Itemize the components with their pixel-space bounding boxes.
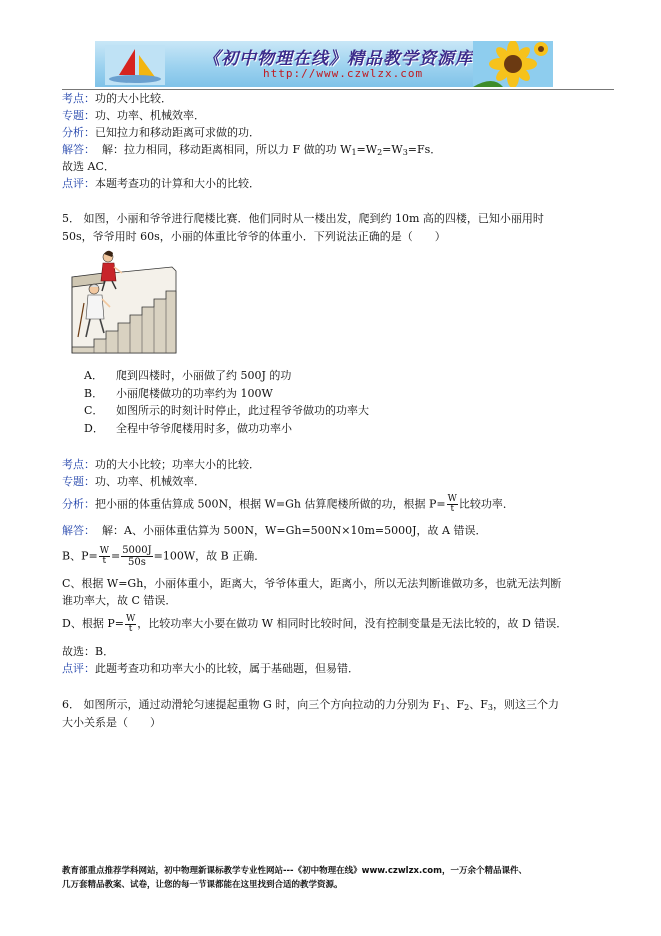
label-jieda: 解答：: [62, 143, 95, 156]
q5-jieda-d-pre: D、根据 P=: [62, 617, 124, 630]
label-dianping: 点评：: [62, 662, 95, 675]
q4-sub1: 1: [351, 148, 357, 157]
q6-stem-line2: 大小关系是（ ）: [62, 716, 161, 729]
fraction-5000j-over-50s: [121, 545, 152, 568]
q5-jieda-c2: 谁功率大，故 C 错误．: [62, 594, 177, 607]
option-text: 如图所示的时刻计时停止，此过程爷爷做功的功率大: [116, 404, 369, 417]
frac-den: t: [450, 504, 455, 514]
q4-eq1: =W: [356, 143, 378, 156]
option-text: 爬到四楼时，小丽做了约 500J 的功: [116, 369, 292, 382]
q5-fenxi-pre: 把小丽的体重估算成 500N，根据 W=Gh 估算爬楼所做的功，根据 P=: [95, 497, 446, 511]
q4-zhuanti-text: 功、功率、机械效率．: [95, 109, 205, 122]
header-banner: [95, 41, 553, 87]
q5-jieda-c1: C、根据 W=Gh，小丽体重小，距离大，爷爷体重大，距离小，所以无法判断谁做功多，也就无法判断: [62, 577, 562, 590]
q4-zhuanti: [62, 109, 205, 123]
label-dianping: 点评：: [62, 177, 95, 190]
q4-end: =Fs．: [407, 143, 442, 156]
option-text: 小丽爬楼做功的功率约为 100W: [116, 387, 273, 400]
frac-num: 5000J: [122, 545, 152, 556]
q4-kaodian: [62, 92, 172, 106]
frac-den: 50s: [127, 557, 146, 568]
fraction-w-over-t: [447, 495, 458, 514]
q4-sub3: 3: [402, 148, 408, 157]
frac-num: W: [99, 546, 109, 556]
q6-sub1: 1: [440, 703, 446, 712]
option-label: C．: [84, 404, 104, 417]
q5-option-d: [84, 422, 292, 436]
label-jieda: 解答：: [62, 524, 95, 537]
q6-sep1: 、F: [445, 698, 465, 711]
q6-sub3: 3: [487, 703, 493, 712]
q5-kaodian: [62, 458, 260, 472]
q6-stem-line1: [62, 698, 559, 715]
page-footer: [62, 864, 622, 892]
q5-jieda-b-pre: B、P=: [62, 549, 98, 563]
q4-dianping: [62, 177, 260, 191]
option-label: A．: [84, 369, 103, 382]
label-fenxi: 分析：: [62, 126, 95, 139]
q5-stem-line1: 5． 如图，小丽和爷爷进行爬楼比赛．他们同时从一楼出发，爬到约 10m 高的四楼，已知小丽用时: [62, 212, 544, 225]
header-rule: [62, 89, 614, 90]
q5-jieda-b-post: =100W，故 B 正确．: [153, 549, 266, 563]
frac-den: t: [102, 556, 107, 566]
site-logo-icon: [105, 45, 165, 85]
footer-line1: 教育部重点推荐学科网站，初中物理新课标教学专业性网站---《初中物理在线》www.czwlzx.com，一万余个精品课件、: [62, 866, 527, 876]
q5-jieda-d-post: ，比较功率大小要在做功 W 相同时比较时间，没有控制变量是无法比较的，故 D 错误．: [137, 617, 568, 630]
banner-url: http://www.czwlzx.com: [263, 67, 424, 80]
frac-num: W: [447, 494, 457, 504]
frac-num: W: [125, 613, 136, 624]
q5-kaodian-text: 功的大小比较；功率大小的比较．: [95, 458, 260, 471]
q6-stem-pre: 6． 如图所示，通过动滑轮匀速提起重物 G 时，向三个方向拉动的力分别为 F: [62, 698, 441, 711]
banner-title: 《初中物理在线》精品教学资源库: [203, 49, 473, 69]
label-kaodian: 考点：: [62, 458, 95, 471]
q4-fenxi-text: 已知拉力和移动距离可求做的功．: [95, 126, 260, 139]
q4-dianping-text: 本题考查功的计算和大小的比较．: [95, 177, 260, 190]
q6-sep2: 、F: [469, 698, 488, 711]
fraction-w-over-t: [125, 615, 136, 634]
label-zhuanti: 专题：: [62, 475, 95, 488]
option-text: 全程中爷爷爬楼用时多，做功功率小: [116, 422, 292, 435]
option-label: D．: [84, 422, 104, 435]
stair-climbing-figure: [64, 247, 184, 357]
q5-jieda-a: 解：A、小丽体重估算为 500N，W=Gh=500N×10m=5000J，故 A 错误．: [102, 524, 487, 537]
q5-jieda: [62, 524, 487, 538]
q4-sub2: 2: [377, 148, 383, 157]
label-zhuanti: 专题：: [62, 109, 95, 122]
footer-line2: 几万套精品教案、试卷，让您的每一节课都能在这里找到合适的教学资源。: [62, 880, 343, 890]
q4-fenxi: [62, 126, 260, 140]
q5-option-b: [84, 387, 273, 401]
label-kaodian: 考点：: [62, 92, 95, 105]
frac-den: t: [128, 623, 133, 634]
q6-sub2: 2: [464, 703, 470, 712]
q5-fenxi: [62, 495, 514, 514]
option-label: B．: [84, 387, 104, 400]
q4-jieda-pre: 解：拉力相同，移动距离相同，所以力 F 做的功 W: [102, 143, 352, 156]
q5-stem-line2: 50s，爷爷用时 60s，小丽的体重比爷爷的体重小．下列说法正确的是（ ）: [62, 230, 446, 243]
q5-jieda-d: [62, 614, 567, 634]
q5-option-a: [84, 369, 291, 383]
q5-zhuanti-text: 功、功率、机械效率．: [95, 475, 205, 488]
q5-zhuanti: [62, 475, 205, 489]
q5-dianping-text: 此题考查功和功率大小的比较，属于基础题，但易错．: [95, 662, 359, 675]
label-fenxi: 分析：: [62, 497, 95, 511]
q5-guxuan: 故选：B．: [62, 645, 115, 658]
q6-stem-post: ，则这三个力: [492, 698, 559, 711]
q5-option-c: [84, 404, 369, 418]
q4-eq2: =W: [382, 143, 403, 156]
q4-kaodian-text: 功的大小比较．: [95, 92, 172, 105]
q5-dianping: [62, 662, 359, 676]
q5-jieda-b: [62, 545, 265, 568]
fraction-w-over-t: [99, 547, 110, 566]
q5-fenxi-post: 比较功率．: [458, 497, 514, 511]
q4-jieda: [62, 143, 441, 160]
sunflower-icon: [473, 41, 553, 87]
q4-guxuan: 故选 AC．: [62, 160, 115, 173]
q5-jieda-b-eq: =: [110, 549, 121, 563]
